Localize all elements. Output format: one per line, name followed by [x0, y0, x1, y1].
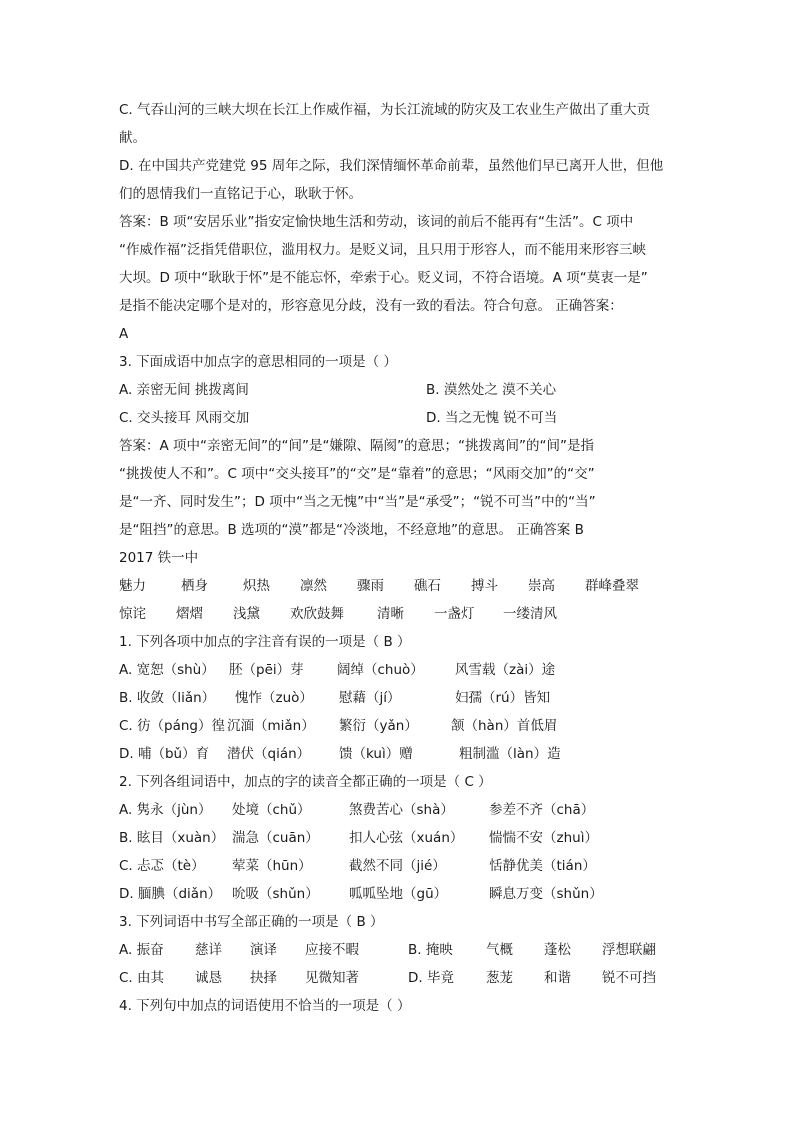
- question-4-title: 4. 下列句中加点的词语使用不恰当的一项是（ ）: [119, 998, 411, 1014]
- q2-option-item: 恬静优美（tián）: [489, 858, 596, 874]
- q1-option-item: 颔（hàn）首低眉: [451, 718, 558, 734]
- word: 群峰叠翠: [585, 578, 639, 594]
- word: 惊诧: [119, 606, 146, 622]
- q2-option-item: 煞费苦心（shà）: [349, 802, 454, 818]
- q2-option-item: B. 眩目（xuàn）: [119, 830, 225, 846]
- q2-option-row: [119, 824, 679, 852]
- q1-option-item: B. 收敛（liǎn）: [119, 690, 216, 706]
- answer-line: A: [119, 326, 129, 342]
- q1-option-row: [119, 684, 679, 712]
- word: 骤雨: [357, 578, 384, 594]
- answer-line: 大坝。D 项中“耿耿于怀”是不能忘怀，牵索于心。贬义词，不符合语境。A 项“莫衷一是”: [119, 270, 648, 286]
- q1-option-item: 胚（pēi）芽: [229, 662, 304, 678]
- q2-option-item: 吮吸（shǔn）: [232, 886, 319, 902]
- answer-line: “挑拨使人不和”。C 项中“交头接耳”的“交”是“靠着”的意思；“风雨交加”的“交”: [119, 466, 595, 482]
- q1-option-item: 风雪载（zài）途: [455, 662, 556, 678]
- answer-line: 是指不能决定哪个是对的，形容意见分歧，没有一致的看法。符合句意。 正确答案：: [119, 298, 623, 314]
- q3b-option-item: 抉择: [250, 970, 277, 986]
- q1-option-item: 粗制滥（làn）造: [459, 746, 561, 762]
- q3b-option-item: 葱茏: [486, 970, 513, 986]
- text-line: C. 气吞山河的三峡大坝在长江上作威作福，为长江流域的防灾及工农业生产做出了重大贡: [119, 102, 651, 118]
- section-title: 2017 铁一中: [119, 550, 199, 566]
- q3b-option-item: 演译: [250, 942, 277, 958]
- q3b-option-item: 慈详: [195, 942, 222, 958]
- q3-option-row: [119, 404, 679, 432]
- q1-option-row: [119, 656, 679, 684]
- q3b-option-item: 浮想联翩: [602, 942, 656, 958]
- q2-option-item: A. 隽永（jùn）: [119, 802, 212, 818]
- text-line: 献。: [119, 130, 146, 146]
- q1-option-item: A. 宽恕（shù）: [119, 662, 215, 678]
- word-row: [119, 600, 679, 628]
- answer-line: 答案：B 项“安居乐业”指安定愉快地生活和劳动，该词的前后不能再有“生活”。C 项中: [119, 214, 634, 230]
- word: 崇高: [528, 578, 555, 594]
- q3b-option-row: [119, 936, 679, 964]
- q2-option-item: 呱呱坠地（gū）: [349, 886, 448, 902]
- q3b-option-item: 蓬松: [544, 942, 571, 958]
- q2-option-row: [119, 852, 679, 880]
- word: 欢欣鼓舞: [290, 606, 344, 622]
- q1-option-item: 潜伏（qián）: [227, 746, 311, 762]
- q1-option-item: 阔绰（chuò）: [337, 662, 424, 678]
- q2-option-item: 截然不同（jié）: [349, 858, 446, 874]
- word: 一缕清风: [503, 606, 557, 622]
- q1-option-item: 妇孺（rú）皆知: [455, 690, 551, 706]
- word: 一盏灯: [434, 606, 475, 622]
- q2-option-item: 惴惴不安（zhuì）: [489, 830, 598, 846]
- question-3-title: 3. 下面成语中加点字的意思相同的一项是（ ）: [119, 354, 397, 370]
- q1-option-item: C. 彷（páng）徨: [119, 718, 225, 734]
- q1-option-item: 慰藉（jí）: [339, 690, 401, 706]
- q3b-option-item: C. 由其: [119, 970, 165, 986]
- q3-option: C. 交头接耳 风雨交加: [119, 410, 250, 426]
- word: 搏斗: [471, 578, 498, 594]
- answer-line: “作威作福”泛指凭借职位，滥用权力。是贬义词，且只用于形容人，而不能用来形容三峡: [119, 242, 646, 258]
- word: 熠熠: [176, 606, 203, 622]
- q2-option-row: [119, 796, 679, 824]
- q2-option-row: [119, 880, 679, 908]
- question-2-title: 2. 下列各组词语中，加点的字的读音全都正确的一项是（ C ）: [119, 774, 492, 790]
- word: 浅黛: [233, 606, 260, 622]
- q1-option-item: 沉湎（miǎn）: [227, 718, 315, 734]
- q3b-option-item: 锐不可挡: [602, 970, 656, 986]
- word: 魅力: [119, 578, 146, 594]
- q2-option-item: 湍急（cuān）: [232, 830, 319, 846]
- q3b-option-item: D. 毕竟: [408, 970, 454, 986]
- q3b-option-item: B. 掩映: [408, 942, 453, 958]
- q3b-option-item: 应接不暇: [305, 942, 359, 958]
- answer-line: 是“一齐、同时发生”；D 项中“当之无愧”中“当”是“承受”；“锐不可当”中的“当”: [119, 494, 596, 510]
- word: 礁石: [414, 578, 441, 594]
- q2-option-item: C. 忐忑（tè）: [119, 858, 205, 874]
- q3b-option-row: [119, 964, 679, 992]
- answer-line: 是“阻挡”的意思。B 选项的“漠”都是“冷淡地，不经意地”的意思。 正确答案 B: [119, 522, 584, 538]
- q1-option-row: [119, 740, 679, 768]
- word: 炽热: [243, 578, 270, 594]
- question-1-title: 1. 下列各项中加点的字注音有误的一项是（ B ）: [119, 634, 411, 650]
- answer-line: 答案：A 项中“亲密无间”的“间”是“嫌隙、隔阂”的意思；“挑拨离间”的“间”是指: [119, 438, 594, 454]
- q3-option: D. 当之无愧 锐不可当: [426, 410, 558, 426]
- q1-option-item: 馈（kuì）赠: [339, 746, 413, 762]
- word-row: [119, 572, 679, 600]
- word: 清晰: [377, 606, 404, 622]
- q3b-option-item: 气概: [486, 942, 513, 958]
- question-3b-title: 3. 下列词语中书写全部正确的一项是（ B ）: [119, 914, 384, 930]
- q3-option: A. 亲密无间 挑拨离间: [119, 382, 249, 398]
- document-page: [119, 96, 679, 1020]
- q3-option: B. 漠然处之 漠不关心: [426, 382, 557, 398]
- q3-option-row: [119, 376, 679, 404]
- q2-option-item: 参差不齐（chā）: [489, 802, 595, 818]
- q3b-option-item: 诚恳: [195, 970, 222, 986]
- q1-option-row: [119, 712, 679, 740]
- text-line: D. 在中国共产党建党 95 周年之际，我们深情缅怀革命前辈，虽然他们早已离开人世，但他: [119, 158, 664, 174]
- q2-option-item: 荤菜（hūn）: [232, 858, 312, 874]
- q3b-option-item: 和谐: [544, 970, 571, 986]
- q1-option-item: 繁衍（yǎn）: [339, 718, 418, 734]
- q2-option-item: 瞬息万变（shǔn）: [489, 886, 603, 902]
- q3b-option-item: A. 振奋: [119, 942, 164, 958]
- q1-option-item: 愧怍（zuò）: [235, 690, 313, 706]
- q2-option-item: 扣人心弦（xuán）: [349, 830, 464, 846]
- word: 凛然: [300, 578, 327, 594]
- q2-option-item: D. 腼腆（diǎn）: [119, 886, 222, 902]
- q2-option-item: 处境（chǔ）: [232, 802, 311, 818]
- word: 栖身: [181, 578, 208, 594]
- q3b-option-item: 见微知著: [305, 970, 359, 986]
- text-line: 们的恩情我们一直铭记于心，耿耿于怀。: [119, 186, 362, 202]
- q1-option-item: D. 哺（bǔ）育: [119, 746, 210, 762]
